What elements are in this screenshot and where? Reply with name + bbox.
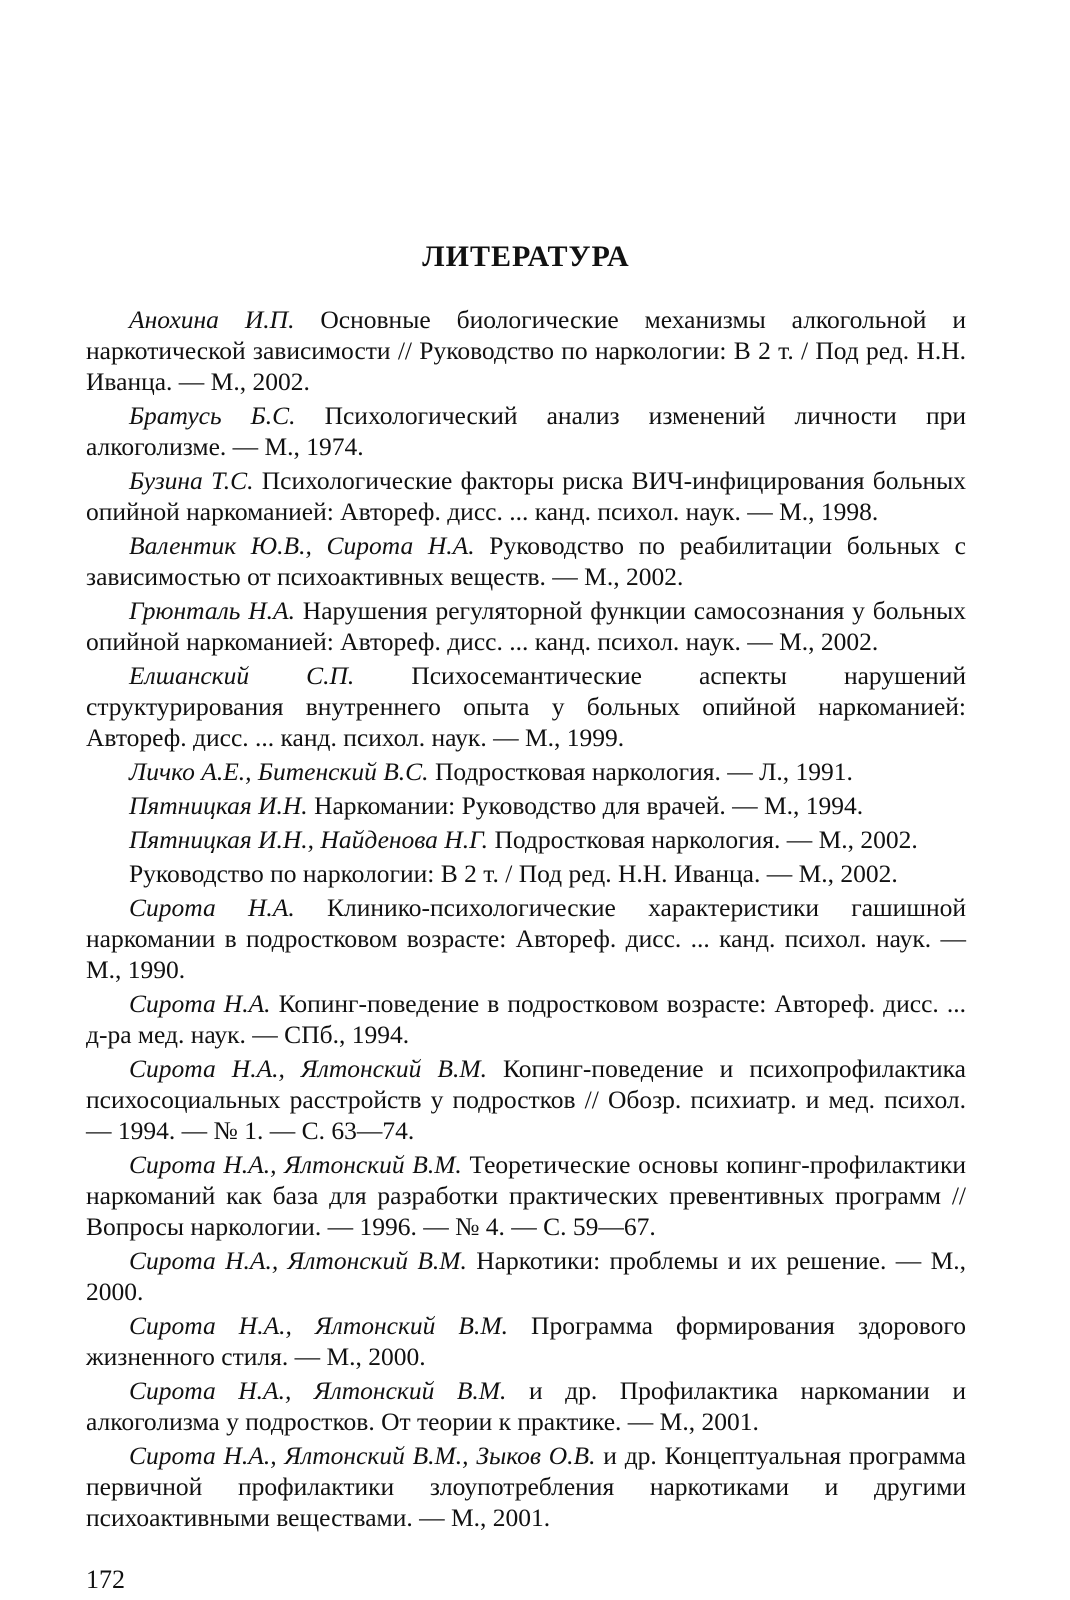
page-title: ЛИТЕРАТУРА bbox=[422, 240, 630, 273]
reference-author: Сирота Н.А., Ялтонский В.М. bbox=[129, 1150, 462, 1179]
reference-item bbox=[86, 660, 966, 753]
reference-text: Наркомании: Руководство для врачей. — М., 1994. bbox=[307, 791, 864, 820]
reference-text: Психосемантические аспекты нарушений структурирования внутреннего опыта у больных опийной наркоманией: Автореф. дисс. ... канд. психол. наук. — М., 1999. bbox=[86, 661, 966, 752]
reference-text: Теоретические основы копинг-профилактики наркоманий как база для разработки практических превентивных программ // Вопросы наркологии. — 1996. — № 4. — С. 59—67. bbox=[86, 1150, 966, 1241]
reference-text: Клинико-психологические характеристики гашишной наркомании в подростковом возрасте: Автореф. дисс. ... канд. психол. наук. — М., 1990. bbox=[86, 893, 966, 984]
reference-author: Сирота Н.А., Ялтонский В.М. bbox=[129, 1054, 487, 1083]
reference-item bbox=[86, 1245, 966, 1307]
reference-author: Пятницкая И.Н., Найденова Н.Г. bbox=[129, 825, 489, 854]
reference-author: Личко А.Е., Битенский В.С. bbox=[129, 757, 429, 786]
reference-author: Сирота Н.А., Ялтонский В.М. bbox=[129, 1376, 507, 1405]
reference-text: Руководство по реабилитации больных с зависимостью от психоактивных веществ. — М., 2002. bbox=[86, 531, 966, 591]
reference-author: Сирота Н.А., Ялтонский В.М., Зыков О.В. bbox=[129, 1441, 596, 1470]
reference-item bbox=[86, 1310, 966, 1372]
page-number: 172 bbox=[86, 1565, 125, 1594]
reference-text: Наркотики: проблемы и их решение. — М., 2000. bbox=[86, 1246, 966, 1306]
reference-item bbox=[86, 858, 966, 889]
reference-author: Елшанский С.П. bbox=[129, 661, 355, 690]
reference-item bbox=[86, 1053, 966, 1146]
reference-author: Валентик Ю.В., Сирота Н.А. bbox=[129, 531, 475, 560]
reference-text: Руководство по наркологии: В 2 т. / Под ред. Н.Н. Иванца. — М., 2002. bbox=[129, 859, 898, 888]
reference-author: Анохина И.П. bbox=[129, 305, 295, 334]
reference-text: Копинг-поведение и психопрофилактика психосоциальных расстройств у подростков // Обозр. психиатр. и мед. психол. — 1994. — № 1. — С. 63—74. bbox=[86, 1054, 966, 1145]
reference-item bbox=[86, 1440, 966, 1533]
reference-item bbox=[86, 595, 966, 657]
reference-item bbox=[86, 400, 966, 462]
reference-item bbox=[86, 1149, 966, 1242]
reference-author: Сирота Н.А. bbox=[129, 893, 295, 922]
reference-item bbox=[86, 465, 966, 527]
reference-text: Подростковая наркология. — М., 2002. bbox=[488, 825, 918, 854]
reference-author: Пятницкая И.Н. bbox=[129, 791, 308, 820]
reference-author: Сирота Н.А., Ялтонский В.М. bbox=[129, 1246, 467, 1275]
reference-text: Нарушения регуляторной функции самосознания у больных опийной наркоманией: Автореф. дисс. ... канд. психол. наук. — М., 2002. bbox=[86, 596, 966, 656]
reference-author: Бузина Т.С. bbox=[129, 466, 254, 495]
reference-item bbox=[86, 790, 966, 821]
reference-item bbox=[86, 756, 966, 787]
reference-text: и др. Профилактика наркомании и алкоголизма у подростков. От теории к практике. — М., 2001. bbox=[86, 1376, 966, 1436]
reference-text: Психологические факторы риска ВИЧ-инфицирования больных опийной наркоманией: Автореф. дисс. ... канд. психол. наук. — М., 1998. bbox=[86, 466, 966, 526]
reference-text: и др. Концептуальная программа первичной профилактики злоупотребления наркотиками и другими психоактивными веществами. — М., 2001. bbox=[86, 1441, 966, 1532]
reference-item bbox=[86, 1375, 966, 1437]
reference-item bbox=[86, 824, 966, 855]
document-page bbox=[86, 0, 966, 1600]
reference-item bbox=[86, 530, 966, 592]
reference-item bbox=[86, 892, 966, 985]
reference-list bbox=[86, 304, 966, 1536]
reference-text: Программа формирования здорового жизненного стиля. — М., 2000. bbox=[86, 1311, 966, 1371]
reference-author: Сирота Н.А., Ялтонский В.М. bbox=[129, 1311, 508, 1340]
reference-author: Сирота Н.А. bbox=[129, 989, 271, 1018]
reference-item bbox=[86, 304, 966, 397]
reference-text: Психологический анализ изменений личности при алкоголизме. — М., 1974. bbox=[86, 401, 966, 461]
reference-text: Основные биологические механизмы алкогольной и наркотической зависимости // Руководство по наркологии: В 2 т. / Под ред. Н.Н. Иванца. — М., 2002. bbox=[86, 305, 966, 396]
reference-author: Грюнталь Н.А. bbox=[129, 596, 295, 625]
reference-item bbox=[86, 988, 966, 1050]
reference-author: Братусь Б.С. bbox=[129, 401, 296, 430]
reference-text: Копинг-поведение в подростковом возрасте: Автореф. дисс. ... д-ра мед. наук. — СПб., 1994. bbox=[86, 989, 966, 1049]
reference-text: Подростковая наркология. — Л., 1991. bbox=[428, 757, 853, 786]
